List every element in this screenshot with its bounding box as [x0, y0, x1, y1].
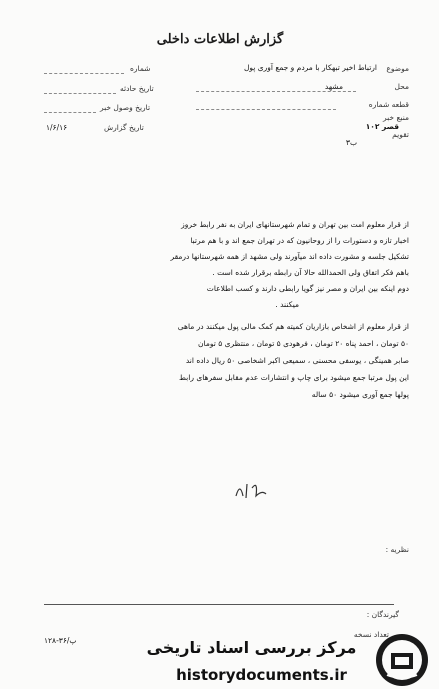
place-label: محل [394, 82, 409, 91]
watermark-name: مرکز بررسی اسناد تاریخی [146, 638, 357, 657]
evaluation-label: تقویم [392, 130, 409, 139]
archive-emblem-icon [373, 631, 431, 689]
section-label: قطعه شماره [368, 100, 409, 109]
body-line: این پول مرتبا جمع میشود برای چاپ و انتشارات عدم مقابل سفرهای رابط [179, 373, 409, 382]
received-date-label: تاریخ وصول خبر [100, 103, 151, 112]
number-line [44, 73, 124, 74]
section-line [196, 109, 336, 110]
copies-label: تعداد نسخه [353, 630, 389, 639]
watermark-stamp [139, 626, 439, 689]
body-line: تشکیل جلسه و مشورت داده اند میآورند ولی مشهد از همه شهرستانها درمقر [170, 252, 409, 261]
document-number: ۱۲۸-۳۶/پ [44, 636, 77, 645]
incident-date-label: تاریخ حادثه [120, 84, 154, 93]
body-line: میکنند . [275, 300, 299, 309]
report-date-value: ۱/۶/۱۶ [46, 123, 68, 132]
source-label: منبع خبر [383, 113, 409, 122]
body-line: اخبار تازه و دستورات را از روحانیون که در تهران جمع اند و با هم مرتبا [190, 236, 409, 245]
recipients-label: گیرندگان : [366, 610, 399, 619]
document-title: گزارش اطلاعات داخلی [156, 32, 284, 47]
subject-value: ارتباط اخیر تبهکار با مردم و جمع آوری پول [243, 63, 377, 72]
received-date-line [44, 112, 96, 113]
body-line: صابر همینگی ، یوسفی محسنی ، سمیعی اکبر اشخاصی ۵۰ ریال داده اند [185, 356, 409, 365]
incident-date-line [44, 93, 116, 94]
body-line: ۵۰ تومان ، احمد پناه ۲۰ تومان ، فرهودی ۵ تومان ، منتظری ۵ تومان [198, 339, 409, 348]
body-line: باهم فکر اتفاق ولی الحمدالله حالا آن رابطه برقرار شده است . [212, 268, 409, 277]
watermark-url: historydocuments.ir [176, 666, 347, 684]
source-value: قصر ۱۰۲ [365, 122, 399, 131]
report-date-label: تاریخ گزارش [104, 123, 144, 132]
footer-divider [44, 604, 394, 605]
body-line: دوم اینکه بین ایران و مصر نیز گویا رابطی دارند و کسب اطلاعات [206, 284, 409, 293]
signature-mark [232, 476, 272, 510]
body-line: از قرار معلوم امت بین تهران و تمام شهرستانهای ایران به نفر رابط خروز [181, 220, 409, 229]
place-value: مشهد [324, 82, 343, 91]
evaluation-value: ب۳ [345, 138, 357, 147]
subject-label: موضوع [386, 64, 409, 73]
body-line: از قرار معلوم از اشخاص بازاریان کمیته هم کمک مالی پول میکنند در ماهی [177, 322, 409, 331]
place-line [196, 91, 356, 92]
opinion-label: نظریه : [385, 545, 409, 554]
number-label: شماره [130, 64, 151, 73]
body-line: پولها جمع آوری میشود ۵۰ ساله [311, 390, 409, 399]
